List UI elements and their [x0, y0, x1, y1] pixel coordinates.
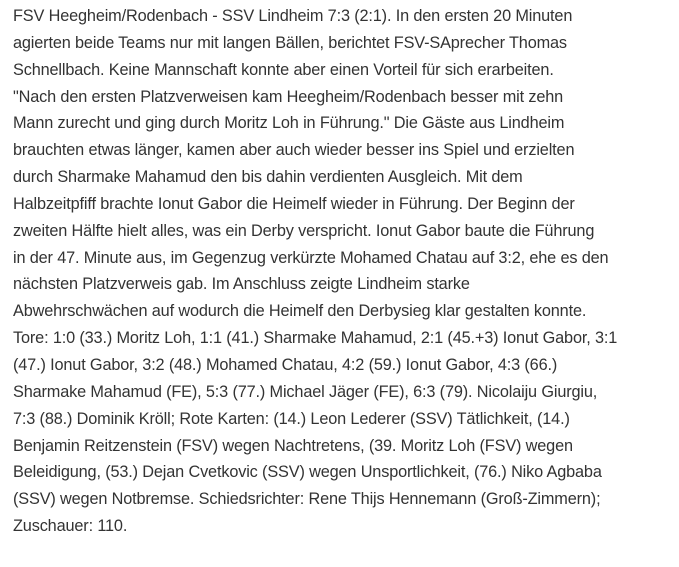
referee-line: (SSV) wegen Notbremse. Schiedsrichter: Rene Thijs Hennemann (Groß-Zimmern); [13, 490, 601, 509]
text-line: Mann zurecht und ging durch Moritz Loh in Führung." Die Gäste aus Lindheim [13, 114, 565, 133]
text-line: durch Sharmake Mahamud den bis dahin verdienten Ausgleich. Mit dem [13, 168, 523, 187]
text-line: FSV Heegheim/Rodenbach - SSV Lindheim 7:3 (2:1). In den ersten 20 Minuten [13, 7, 573, 25]
text-line: nächsten Platzverweis gab. Im Anschluss zeigte Lindheim starke [13, 275, 470, 294]
goals-line: (47.) Ionut Gabor, 3:2 (48.) Mohamed Chatau, 4:2 (59.) Ionut Gabor, 4:3 (66.) [13, 355, 558, 374]
text-line: agierten beide Teams nur mit langen Bällen, berichtet FSV-SAprecher Thomas [13, 33, 567, 52]
red-cards-line: Beleidigung, (53.) Dejan Cvetkovic (SSV) wegen Unsportlichkeit, (76.) Niko Agbaba [13, 463, 602, 482]
text-line: zweiten Hälfte hielt alles, was ein Derby verspricht. Ionut Gabor baute die Führung [13, 221, 595, 240]
text-line: Schnellbach. Keine Mannschaft konnte aber einen Vorteil für sich erarbeiten. [13, 60, 554, 79]
text-line: Abwehrschwächen auf wodurch die Heimelf den Derbysieg klar gestalten konnte. [13, 302, 587, 321]
match-report-text [13, 3, 653, 540]
red-cards-line: 7:3 (88.) Dominik Kröll; Rote Karten: (14.) Leon Lederer (SSV) Tätlichkeit, (14.) [13, 409, 570, 428]
text-line: "Nach den ersten Platzverweisen kam Heegheim/Rodenbach besser mit zehn [13, 87, 564, 106]
goals-line: Sharmake Mahamud (FE), 5:3 (77.) Michael Jäger (FE), 6:3 (79). Nicolaiju Giurgiu, [13, 382, 598, 401]
text-line: in der 47. Minute aus, im Gegenzug verkürzte Mohamed Chatau auf 3:2, ehe es den [13, 248, 609, 267]
attendance-line: Zuschauer: 110. [13, 517, 128, 536]
goals-line: Tore: 1:0 (33.) Moritz Loh, 1:1 (41.) Sharmake Mahamud, 2:1 (45.+3) Ionut Gabor, 3:1 [13, 329, 618, 348]
text-line: brauchten etwas länger, kamen aber auch wieder besser ins Spiel und erzielten [13, 141, 575, 160]
red-cards-line: Benjamin Reitzenstein (FSV) wegen Nachtretens, (39. Moritz Loh (FSV) wegen [13, 436, 573, 455]
text-line: Halbzeitpfiff brachte Ionut Gabor die Heimelf wieder in Führung. Der Beginn der [13, 194, 575, 213]
